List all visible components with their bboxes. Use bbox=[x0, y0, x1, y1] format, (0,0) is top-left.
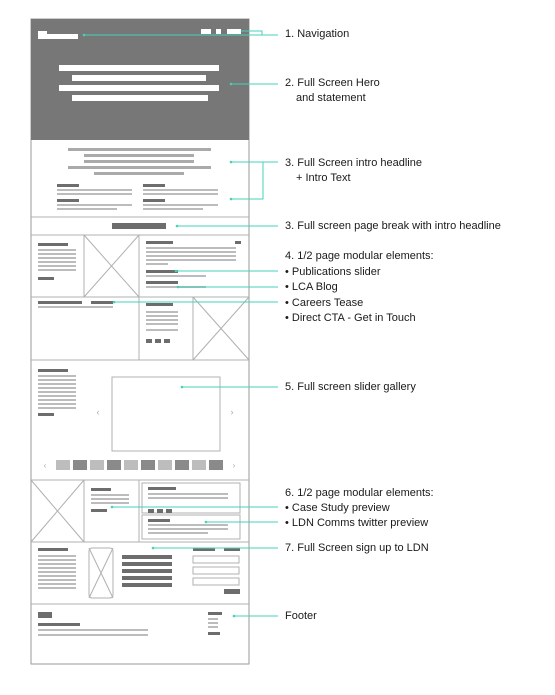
label-slider-gallery: 5. Full screen slider gallery bbox=[285, 381, 416, 393]
gallery-thumbnail bbox=[107, 460, 121, 470]
hero-statement-line bbox=[72, 75, 206, 81]
page-break-section bbox=[112, 223, 166, 229]
thumb-next-arrow: › bbox=[232, 461, 236, 470]
gallery-thumbnail bbox=[209, 460, 223, 470]
page-break-headline bbox=[112, 223, 166, 229]
label-modular-item: • Direct CTA - Get in Touch bbox=[285, 312, 416, 324]
twitter-preview-card bbox=[142, 515, 240, 539]
gallery-thumbnail bbox=[141, 460, 155, 470]
hero-statement-line bbox=[72, 95, 208, 101]
label-hero bbox=[285, 76, 380, 106]
label-intro-line-1: 3. Full Screen intro headline bbox=[285, 157, 422, 169]
hero-section bbox=[31, 19, 249, 140]
nav-menu-item bbox=[201, 29, 211, 34]
hero-statement-line bbox=[59, 65, 219, 71]
label-modular-item: • LDN Comms twitter preview bbox=[285, 517, 429, 529]
nav-bar bbox=[38, 34, 78, 39]
signup-input bbox=[193, 578, 239, 585]
footer-logo bbox=[38, 612, 52, 618]
slider-prev-arrow: ‹ bbox=[96, 407, 100, 417]
label-signup: 7. Full Screen sign up to LDN bbox=[285, 542, 429, 554]
label-modular-item: • Careers Tease bbox=[285, 296, 364, 309]
label-modular-item: • LCA Blog bbox=[285, 281, 338, 293]
signup-input bbox=[193, 567, 239, 574]
nav-menu-item bbox=[216, 29, 221, 34]
thumb-prev-arrow: ‹ bbox=[43, 461, 47, 470]
label-intro-line-2: + Intro Text bbox=[296, 172, 351, 184]
label-modular-item: • Publications slider bbox=[285, 265, 381, 278]
label-modular-1-title: 4. 1/2 page modular elements: bbox=[285, 250, 434, 262]
hero-statement-line bbox=[59, 85, 219, 91]
gallery-thumbnail bbox=[124, 460, 138, 470]
label-modular-2 bbox=[285, 486, 434, 531]
gallery-thumbnail bbox=[56, 460, 70, 470]
slider-main-slide bbox=[112, 377, 220, 451]
label-footer: Footer bbox=[285, 610, 317, 622]
gallery-thumbnail bbox=[158, 460, 172, 470]
label-page-break: 3. Full screen page break with intro headline bbox=[285, 220, 501, 232]
signup-input bbox=[193, 556, 239, 563]
label-hero-line-1: 2. Full Screen Hero bbox=[285, 77, 380, 89]
label-modular-1 bbox=[285, 249, 434, 327]
label-intro bbox=[285, 156, 422, 186]
gallery-thumbnail bbox=[192, 460, 206, 470]
label-hero-line-2: and statement bbox=[296, 92, 366, 104]
label-modular-2-title: 6. 1/2 page modular elements: bbox=[285, 487, 434, 499]
label-modular-item: • Case Study preview bbox=[285, 502, 390, 514]
label-navigation: 1. Navigation bbox=[285, 28, 350, 40]
gallery-thumbnail bbox=[175, 460, 189, 470]
gallery-thumbnail bbox=[73, 460, 87, 470]
gallery-thumbnail bbox=[90, 460, 104, 470]
slider-next-arrow: › bbox=[230, 407, 234, 417]
signup-button bbox=[224, 589, 240, 594]
nav-menu-item bbox=[227, 29, 241, 34]
